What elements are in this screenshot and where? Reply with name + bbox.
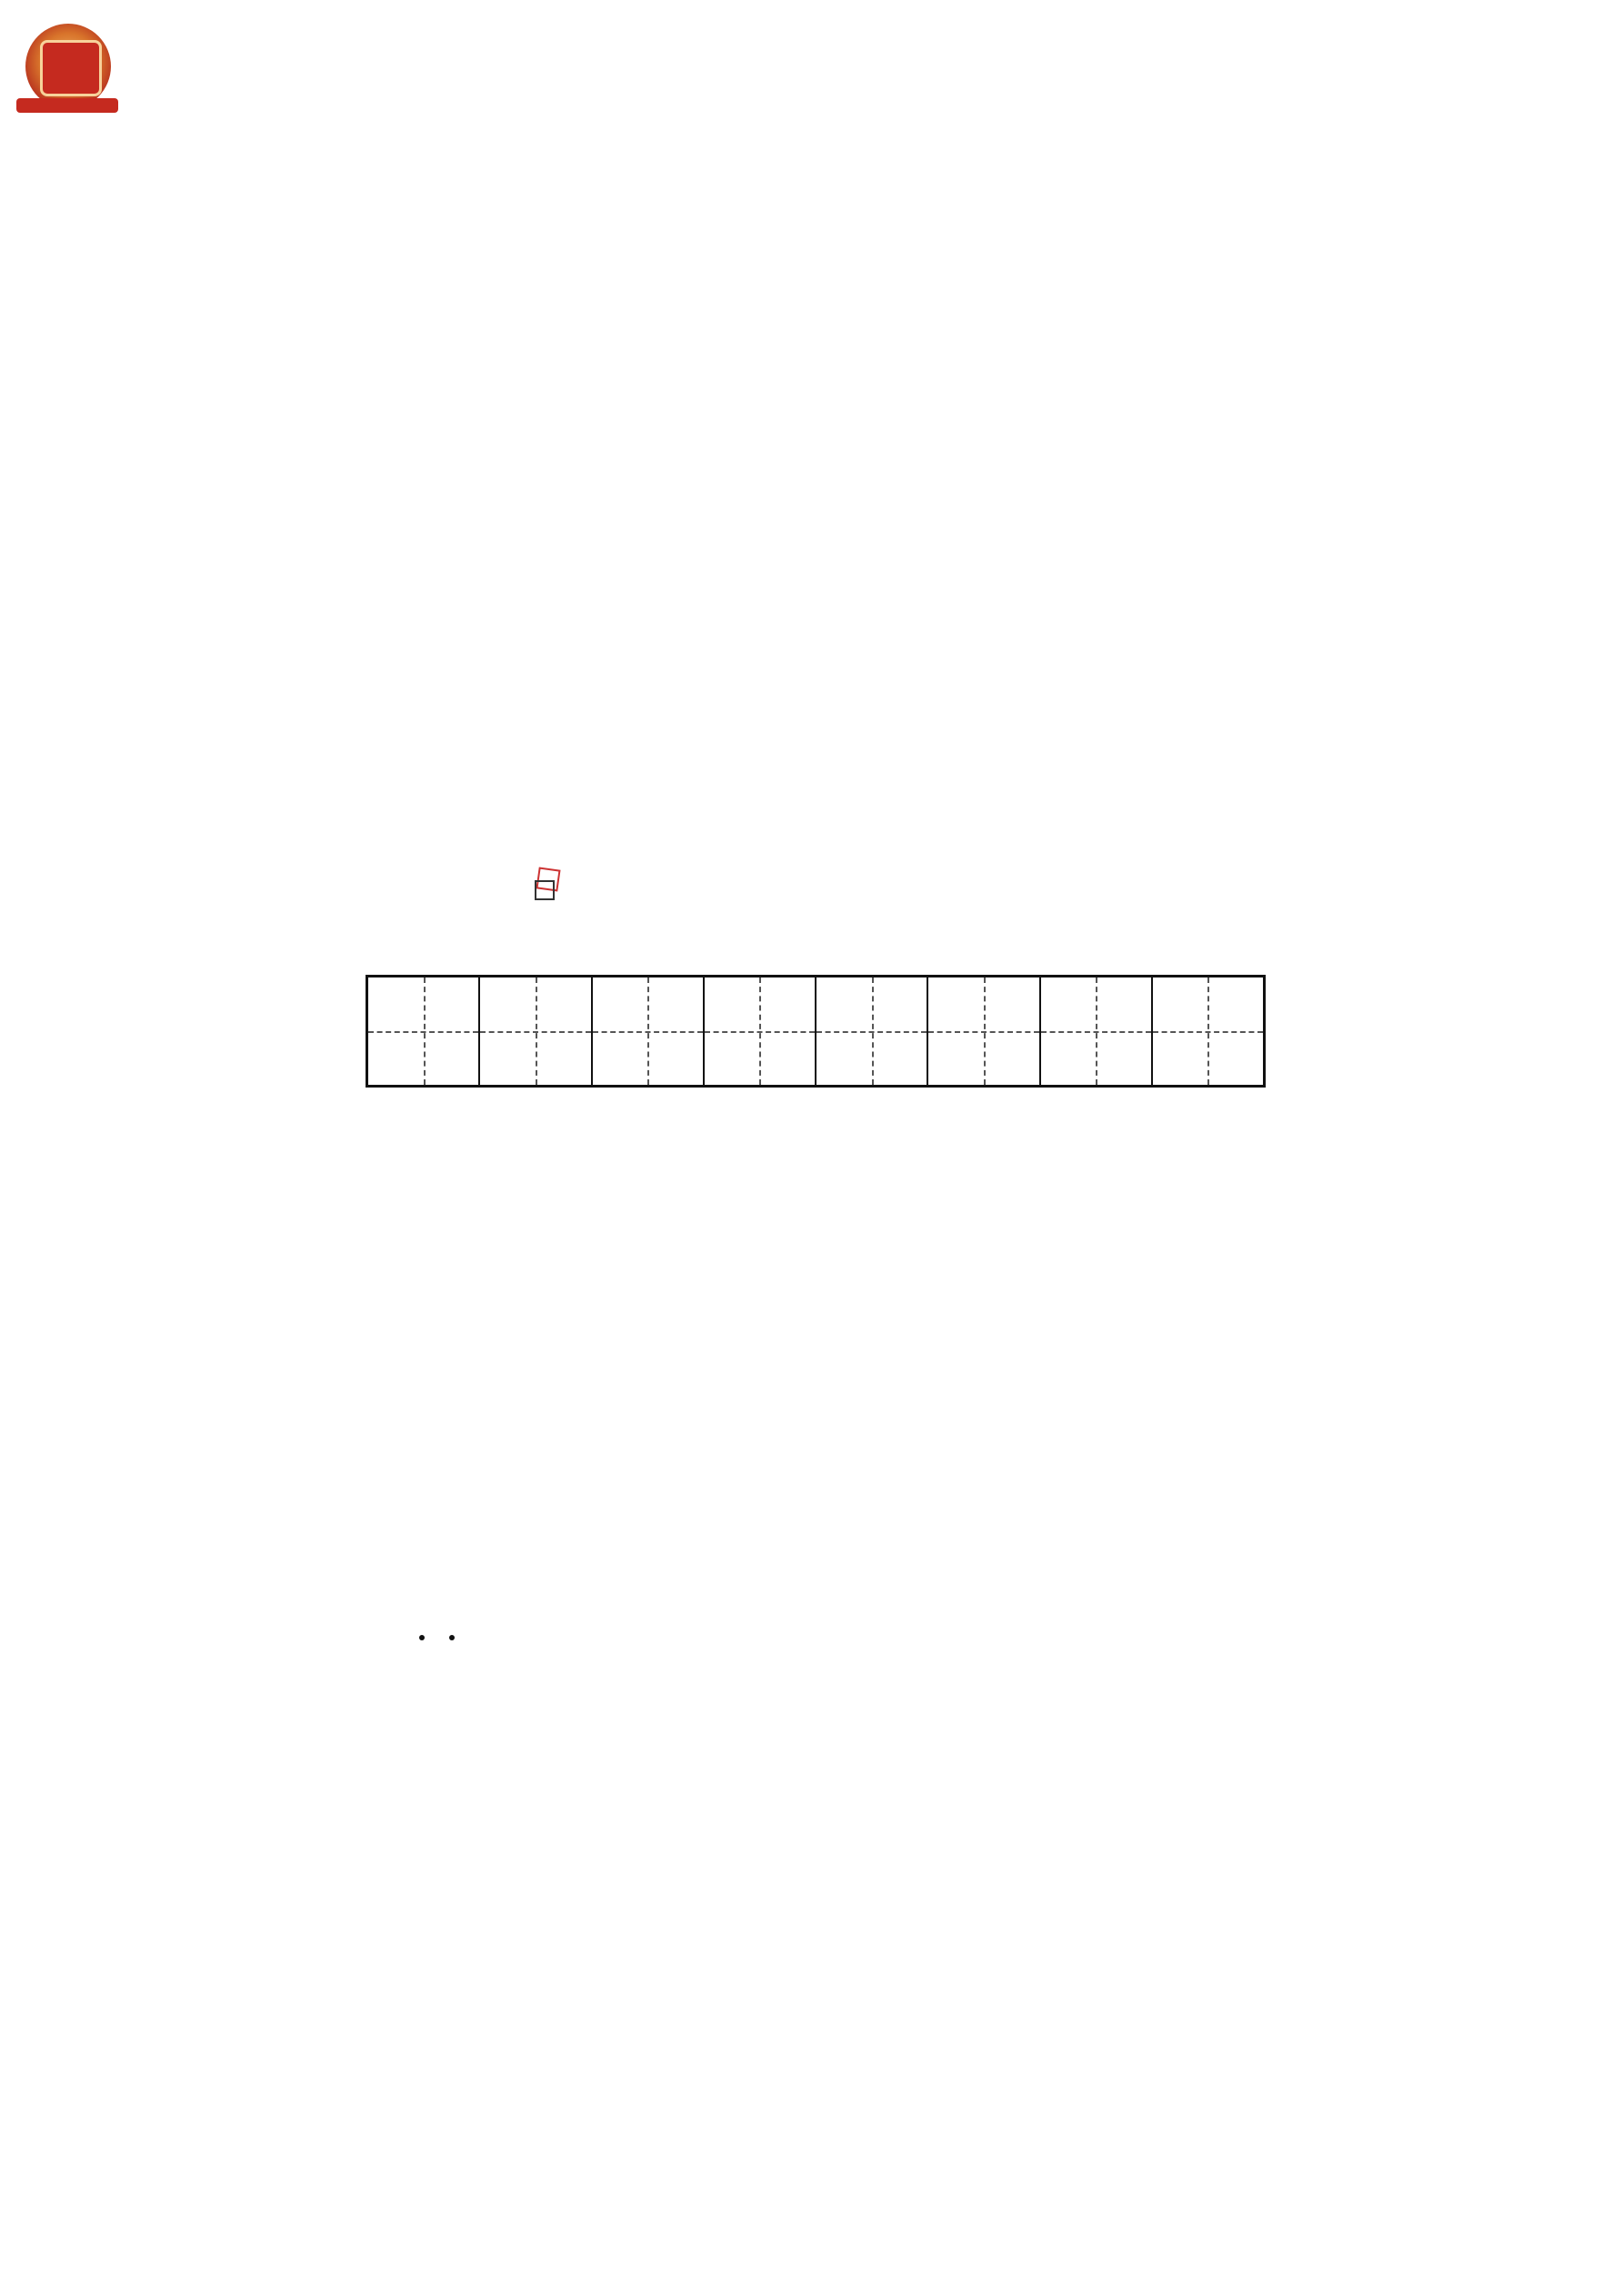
- calligraphy-artwork: [523, 664, 1105, 937]
- grid-cell[interactable]: [368, 978, 480, 1085]
- paragraph-3-line-1: [209, 2051, 275, 2088]
- logo-seal-inner: [40, 40, 102, 96]
- logo-ribbon: [16, 98, 118, 113]
- grid-cell[interactable]: [593, 978, 705, 1085]
- grid-cell[interactable]: [1041, 978, 1153, 1085]
- emphasis-dot: [449, 1635, 455, 1640]
- grid-cell[interactable]: [817, 978, 928, 1085]
- grid-cell[interactable]: [1153, 978, 1263, 1085]
- writing-grid[interactable]: [366, 975, 1266, 1088]
- grid-cell[interactable]: [705, 978, 817, 1085]
- calligraphy-body: [614, 673, 1105, 937]
- grid-cell[interactable]: [928, 978, 1040, 1085]
- paragraph-2-line-1: [209, 1733, 264, 1770]
- emphasis-dot: [419, 1635, 425, 1640]
- grid-cell[interactable]: [480, 978, 592, 1085]
- seal-stamp-icon: [535, 880, 555, 900]
